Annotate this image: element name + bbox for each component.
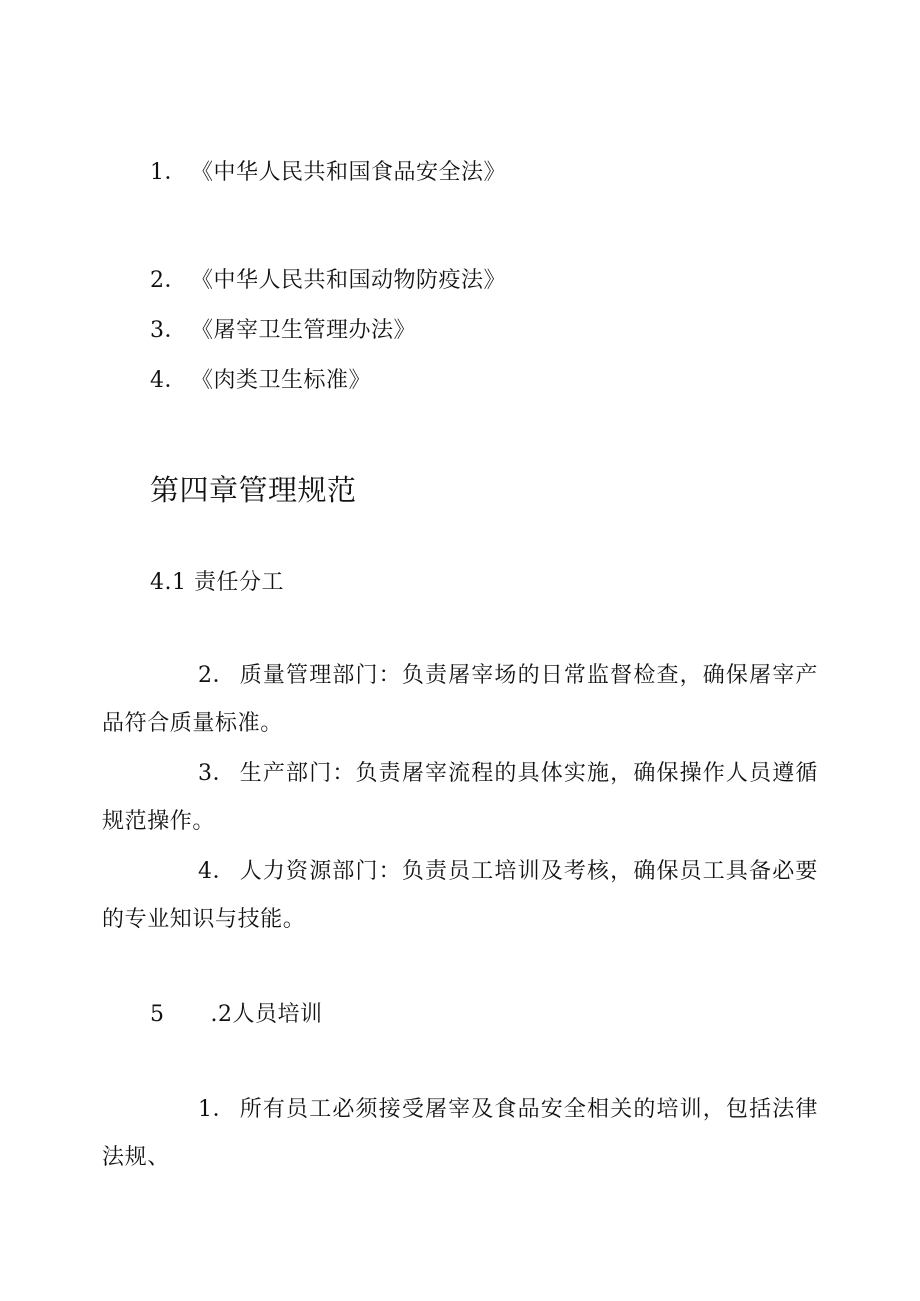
item-text: 人力资源部门：负责员工培训及考核，确保员工具备必要的专业知识与技能。: [102, 859, 818, 932]
item-text: 生产部门：负责屠宰流程的具体实施，确保操作人员遵循规范操作。: [102, 761, 818, 834]
law-title: 《中华人民共和国食品安全法》: [191, 160, 507, 185]
law-title: 《屠宰卫生管理办法》: [191, 318, 417, 343]
item-text: 质量管理部门：负责屠宰场的日常监督检查，确保屠宰产品符合质量标准。: [102, 663, 818, 736]
responsibility-item-2: [102, 652, 818, 748]
list-number: 4．: [150, 368, 187, 393]
responsibility-item-3: [102, 750, 818, 846]
law-title: 《肉类卫生标准》: [191, 368, 372, 393]
law-item-2: [150, 266, 506, 296]
item-text: 所有员工必须接受屠宰及食品安全相关的培训，包括法律法规、: [102, 1097, 818, 1170]
section-title-training: [150, 1000, 323, 1030]
law-item-3: [150, 316, 416, 346]
list-number: 2．: [198, 663, 236, 688]
list-number: 1．: [198, 1097, 236, 1122]
section-title-responsibility: 4.1 责任分工: [150, 570, 284, 595]
law-title: 《中华人民共和国动物防疫法》: [191, 268, 507, 293]
list-number: 3．: [150, 318, 187, 343]
training-item-1: [102, 1086, 818, 1182]
chapter-title: 第四章管理规范: [150, 473, 357, 507]
list-number: 2．: [150, 268, 187, 293]
law-item-4: [150, 366, 371, 396]
list-number: 1．: [150, 160, 187, 185]
list-number: 3．: [198, 761, 236, 786]
section-number: 5: [150, 1002, 165, 1027]
responsibility-item-4: [102, 848, 818, 944]
list-number: 4．: [198, 859, 236, 884]
section-title-text: .2人员培训: [210, 1002, 323, 1027]
law-item-1: [150, 158, 506, 188]
